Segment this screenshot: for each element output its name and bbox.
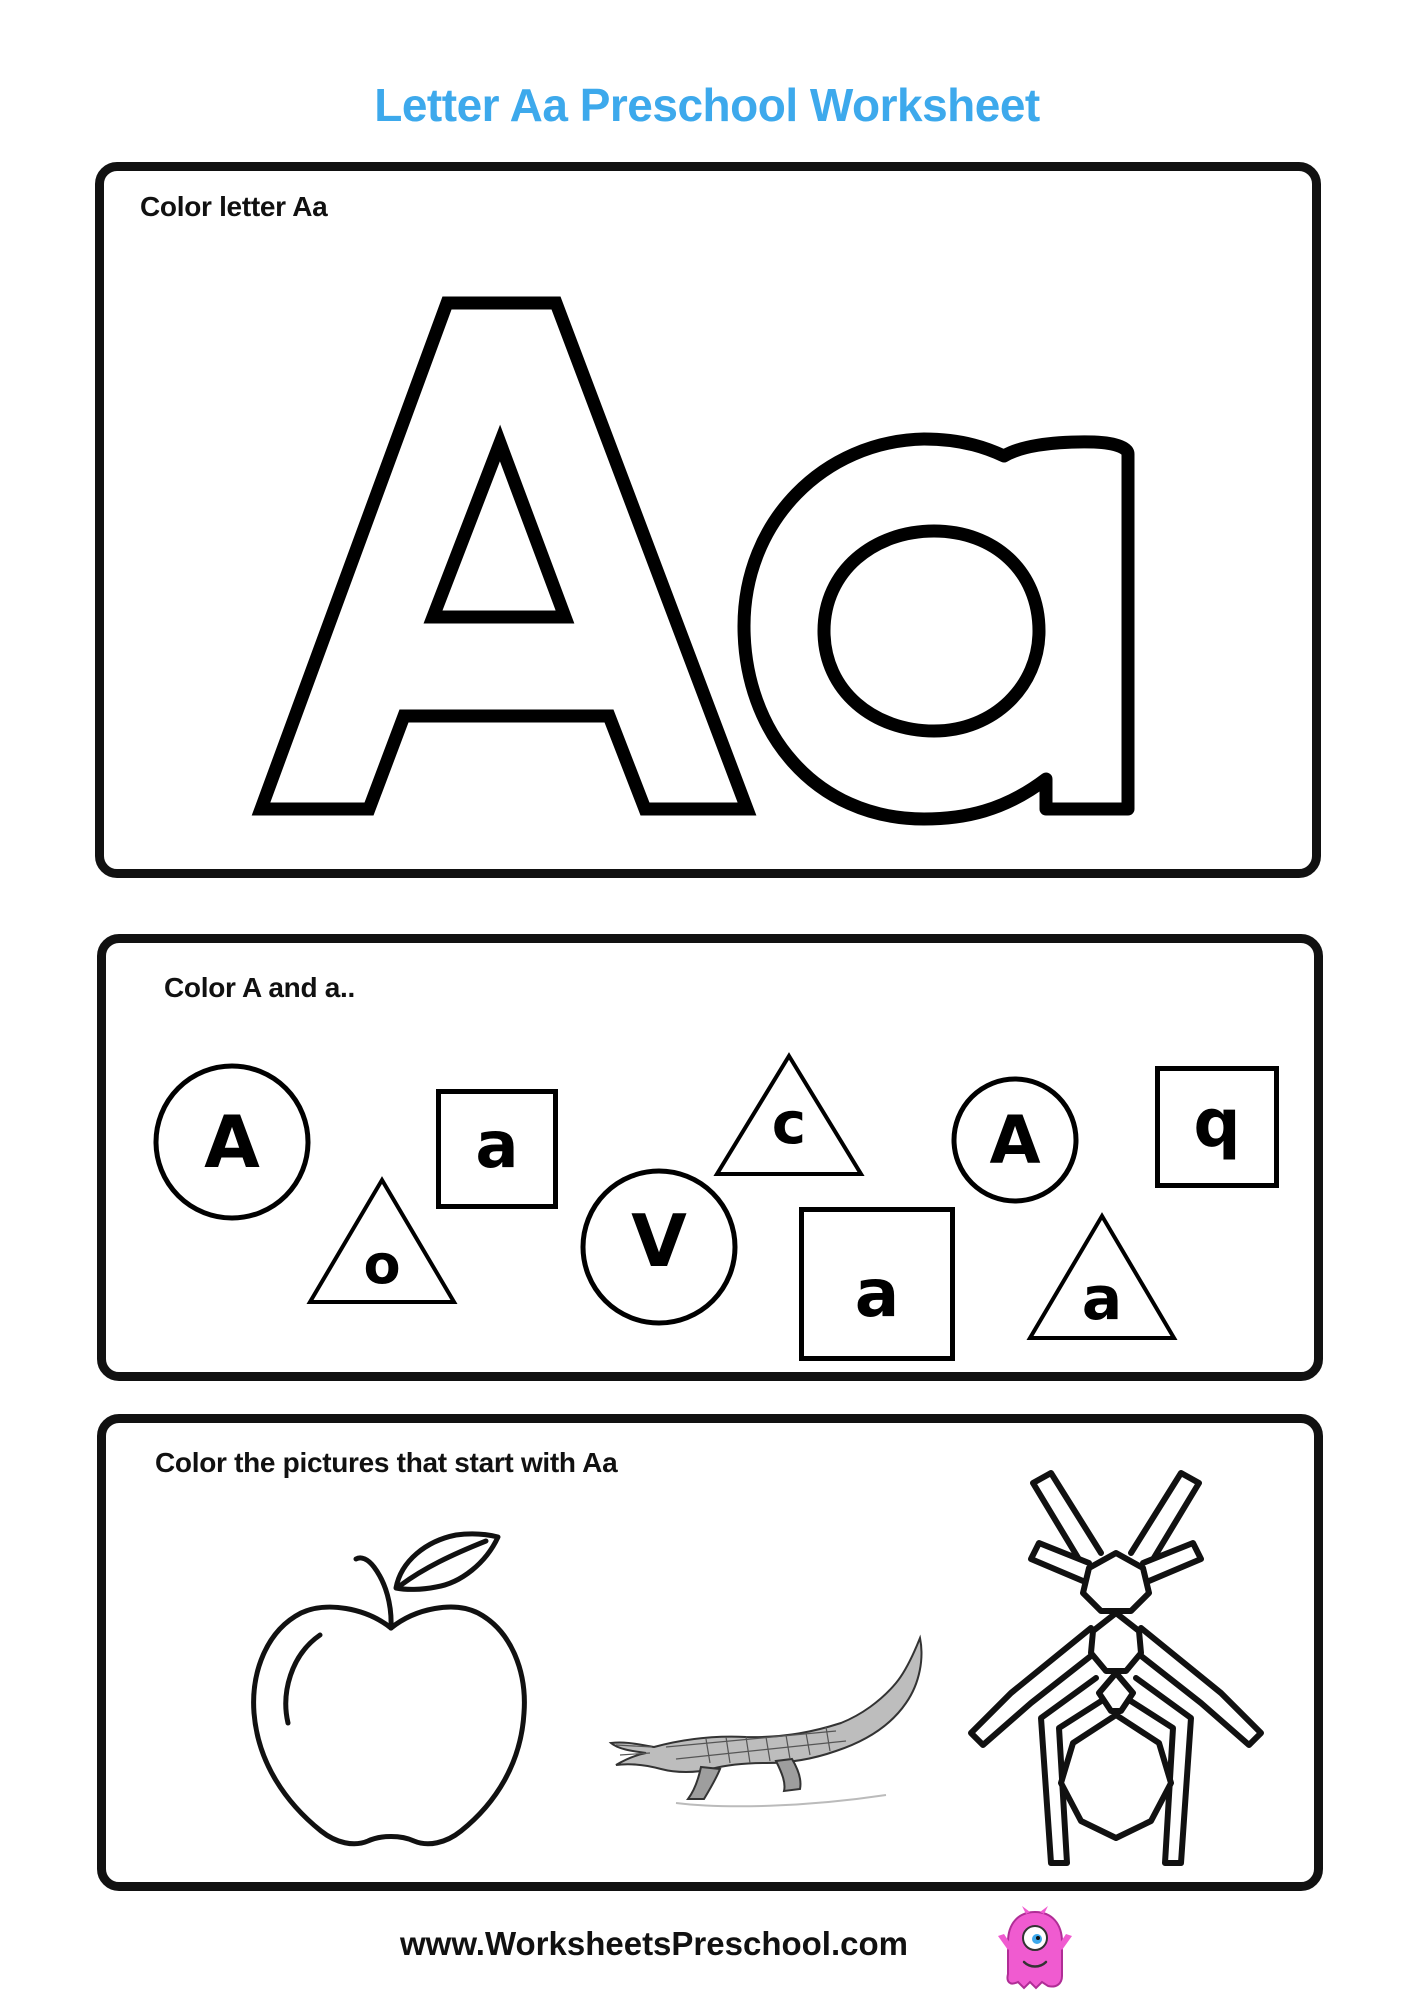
letter-glyph: a [1081, 1264, 1123, 1334]
instruction-color-letter: Color letter Aa [140, 191, 328, 222]
letter-glyph: A [204, 1100, 260, 1184]
letter-glyph: o [363, 1232, 401, 1296]
triangle-letter-item[interactable] [713, 1051, 865, 1179]
instruction-color-pictures: Color the pictures that start with Aa [155, 1447, 618, 1478]
circle-letter-item[interactable] [579, 1167, 739, 1327]
letter-glyph: a [854, 1254, 900, 1332]
footer-url[interactable]: www.WorksheetsPreschool.com [400, 1925, 908, 1962]
letter-glyph: q [1193, 1084, 1241, 1162]
page-title: Letter Aa Preschool Worksheet [374, 79, 1040, 131]
color-letter-panel [95, 162, 1321, 878]
triangle-letter-item[interactable] [1026, 1211, 1178, 1343]
letter-glyph: A [989, 1101, 1041, 1179]
monster-mascot-icon [996, 1906, 1074, 1990]
letter-glyph: c [771, 1089, 807, 1157]
alligator-icon[interactable] [606, 1613, 946, 1833]
instruction-color-a: Color A and a.. [164, 972, 355, 1003]
circle-letter-item[interactable] [152, 1062, 312, 1222]
ant-icon[interactable] [961, 1453, 1271, 1873]
square-letter-item[interactable] [436, 1089, 558, 1209]
find-letters-panel [97, 934, 1323, 1381]
apple-icon[interactable] [246, 1513, 546, 1873]
square-letter-item[interactable] [1155, 1066, 1279, 1188]
letter-glyph: a [475, 1109, 519, 1183]
pictures-panel [97, 1414, 1323, 1891]
square-letter-item[interactable] [799, 1207, 955, 1361]
outline-letters-aa[interactable] [104, 171, 1312, 869]
letter-glyph: V [631, 1199, 687, 1283]
circle-letter-item[interactable] [950, 1075, 1080, 1205]
